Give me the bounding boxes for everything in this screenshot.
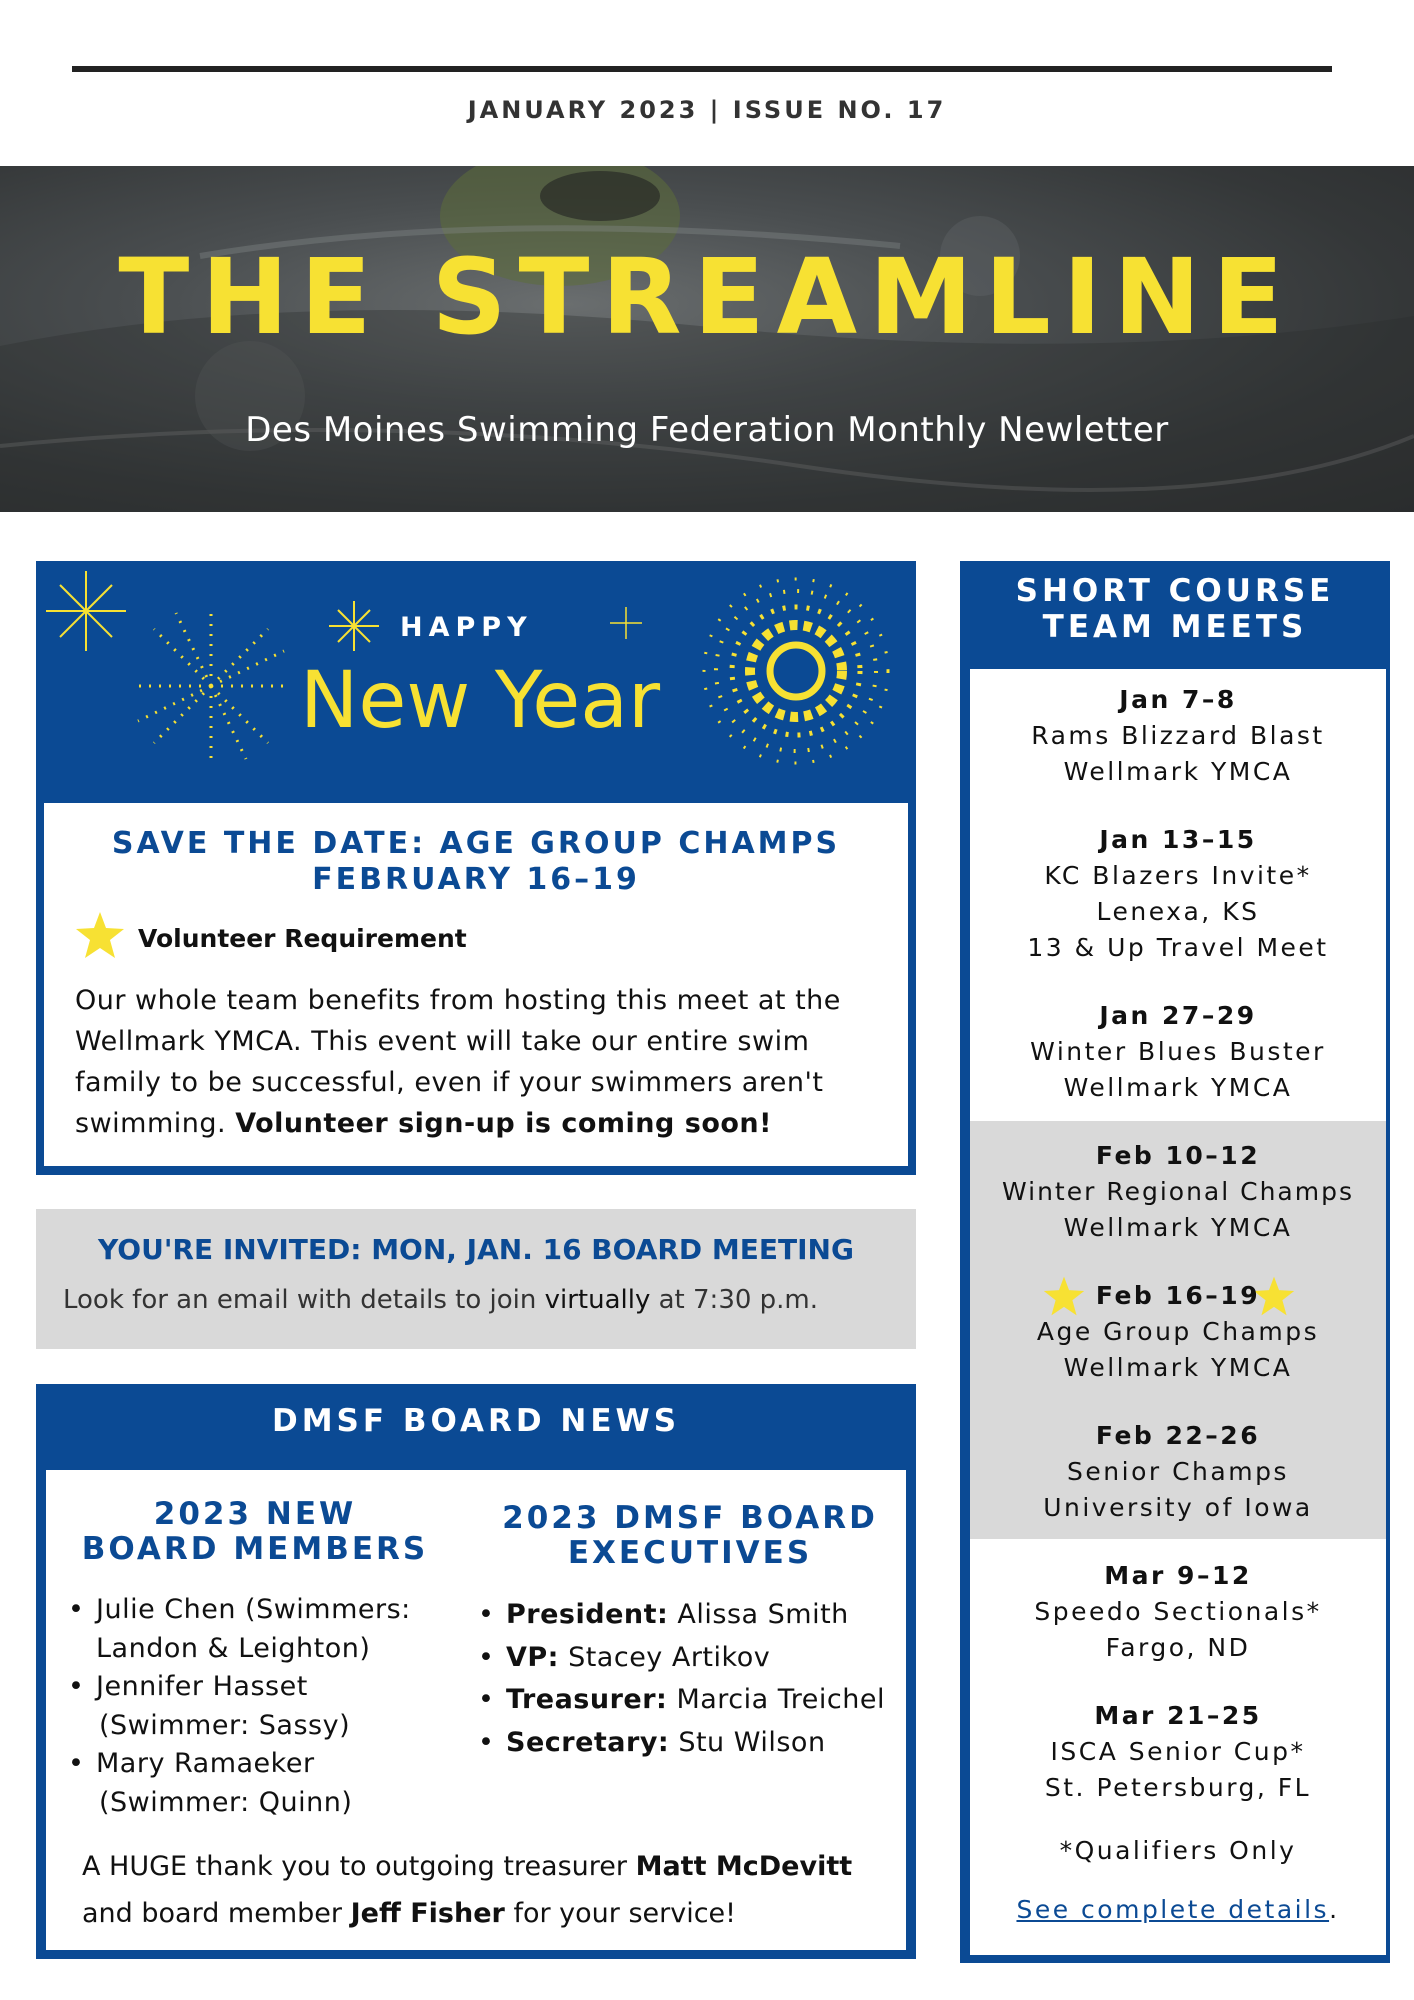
star-icon bbox=[74, 910, 126, 960]
member-swimmers: Landon & Leighton) bbox=[96, 1632, 371, 1664]
meet-location: Wellmark YMCA bbox=[1063, 1213, 1293, 1242]
new-members-list bbox=[66, 1591, 466, 1822]
exec-role: Secretary: bbox=[506, 1726, 670, 1758]
see-details-link[interactable]: See complete details bbox=[1016, 1895, 1330, 1924]
volunteer-body: Our whole team benefits from hosting this meet at the Wellmark YMCA. This event will take our entire swim family to be successful, even if your swimmers aren't swimming. bbox=[75, 985, 841, 1139]
list-item bbox=[66, 1668, 466, 1745]
list-item bbox=[66, 1591, 466, 1668]
meet-location: Wellmark YMCA bbox=[1063, 1353, 1293, 1382]
meet-item bbox=[970, 998, 1386, 1106]
invite-text-before: Look for an email with details to join bbox=[63, 1285, 537, 1315]
meet-name: Age Group Champs bbox=[1036, 1317, 1320, 1346]
meet-date: Jan 7–8 bbox=[1119, 685, 1237, 714]
meet-note: 13 & Up Travel Meet bbox=[1027, 933, 1329, 962]
meet-date: Jan 27–29 bbox=[1099, 1001, 1257, 1030]
team-meets-title bbox=[960, 573, 1390, 645]
meet-location: University of Iowa bbox=[1043, 1493, 1313, 1522]
invite-text-after: at 7:30 p.m. bbox=[658, 1285, 819, 1315]
details-period: . bbox=[1329, 1895, 1340, 1924]
meet-name: Rams Blizzard Blast bbox=[1031, 721, 1325, 750]
volunteer-signup-note: Volunteer sign-up is coming soon! bbox=[235, 1108, 772, 1139]
member-name: • Mary Ramaeker bbox=[96, 1748, 315, 1779]
board-news-title: DMSF BOARD NEWS bbox=[271, 1403, 681, 1439]
exec-name: Alissa Smith bbox=[677, 1599, 849, 1630]
meet-name: Winter Blues Buster bbox=[1030, 1037, 1326, 1066]
newsletter-subtitle: Des Moines Swimming Federation Monthly Newletter bbox=[245, 410, 1169, 450]
meet-date: Mar 9–12 bbox=[1104, 1561, 1252, 1590]
thanks-text-2: and board member bbox=[82, 1898, 342, 1929]
meet-location: Wellmark YMCA bbox=[1063, 1073, 1293, 1102]
meet-location: St. Petersburg, FL bbox=[1044, 1773, 1312, 1802]
meet-name: Winter Regional Champs bbox=[1001, 1177, 1355, 1206]
sparkle-icon bbox=[46, 571, 126, 651]
meet-date: Feb 22–26 bbox=[1095, 1421, 1261, 1450]
thank-you-note bbox=[82, 1843, 912, 1937]
exec-role: Treasurer: bbox=[506, 1684, 668, 1715]
list-item bbox=[474, 1594, 914, 1637]
issue-line: JANUARY 2023 | ISSUE NO. 17 bbox=[467, 96, 947, 124]
invite-text bbox=[63, 1285, 903, 1315]
executives-heading-line2: EXECUTIVES bbox=[567, 1535, 813, 1571]
sparkle-icon-small bbox=[329, 601, 379, 651]
firework-burst-icon bbox=[131, 606, 291, 766]
meet-name: ISCA Senior Cup* bbox=[1050, 1737, 1306, 1766]
exec-name: Stacey Artikov bbox=[568, 1641, 771, 1673]
thanks-text-1: A HUGE thank you to outgoing treasurer bbox=[82, 1851, 627, 1882]
meet-item bbox=[970, 1138, 1386, 1246]
exec-name: Stu Wilson bbox=[678, 1726, 826, 1758]
member-name: • Julie Chen (Swimmers: bbox=[96, 1594, 411, 1625]
volunteer-requirement-label: Volunteer Requirement bbox=[138, 924, 467, 953]
board-meeting-invite bbox=[36, 1209, 916, 1349]
meet-date: Feb 10–12 bbox=[1095, 1141, 1261, 1170]
meet-name: Senior Champs bbox=[1067, 1457, 1289, 1486]
member-swimmers: (Swimmer: Quinn) bbox=[99, 1786, 353, 1818]
list-item bbox=[474, 1722, 914, 1765]
radial-firework-icon bbox=[704, 579, 888, 763]
list-item bbox=[474, 1679, 914, 1722]
team-meets-title-line1: SHORT COURSE bbox=[1015, 573, 1335, 609]
newsletter-title: THE STREAMLINE bbox=[118, 236, 1296, 358]
sparkle-icon-tiny bbox=[610, 607, 642, 639]
save-the-date-title-line1: SAVE THE DATE: AGE GROUP CHAMPS bbox=[111, 826, 841, 861]
exec-role: President: bbox=[506, 1599, 669, 1630]
meet-item bbox=[970, 822, 1386, 966]
executives-heading-line1: 2023 DMSF BOARD bbox=[502, 1500, 878, 1536]
invite-text-virtually: virtually bbox=[544, 1285, 651, 1315]
meet-date: Jan 13–15 bbox=[1099, 825, 1257, 854]
thanks-text-3: for your service! bbox=[513, 1898, 736, 1929]
happy-label: HAPPY bbox=[400, 612, 533, 643]
exec-name: Marcia Treichel bbox=[676, 1684, 885, 1715]
executives-list bbox=[474, 1594, 914, 1764]
new-year-title: New Year bbox=[300, 656, 661, 746]
details-line bbox=[970, 1895, 1386, 1924]
member-swimmers: (Swimmer: Sassy) bbox=[99, 1709, 351, 1741]
meet-location: Lenexa, KS bbox=[1096, 897, 1260, 926]
meet-item bbox=[970, 682, 1386, 790]
meet-item bbox=[970, 1418, 1386, 1526]
top-rule bbox=[72, 66, 1332, 72]
new-members-heading-line2: BOARD MEMBERS bbox=[81, 1531, 429, 1567]
qualifiers-note: *Qualifiers Only bbox=[1059, 1836, 1297, 1865]
save-the-date-title bbox=[44, 826, 908, 898]
new-members-heading bbox=[70, 1497, 440, 1567]
list-item bbox=[66, 1745, 466, 1822]
meet-item bbox=[970, 1558, 1386, 1666]
meet-date: Mar 21–25 bbox=[1094, 1701, 1262, 1730]
team-meets-title-line2: TEAM MEETS bbox=[1042, 609, 1308, 645]
meet-name: KC Blazers Invite* bbox=[1044, 861, 1312, 890]
member-name: • Jennifer Hasset bbox=[96, 1671, 308, 1702]
new-members-heading-line1: 2023 NEW bbox=[153, 1496, 357, 1532]
thanks-name-1: Matt McDevitt bbox=[635, 1851, 853, 1882]
list-item bbox=[474, 1637, 914, 1680]
meet-date: Feb 16–19 bbox=[1095, 1281, 1261, 1310]
meet-item-highlighted bbox=[970, 1278, 1386, 1386]
meet-name: Speedo Sectionals* bbox=[1034, 1597, 1322, 1626]
exec-role: VP: bbox=[506, 1641, 559, 1673]
thanks-name-2: Jeff Fisher bbox=[350, 1898, 505, 1929]
meet-location: Fargo, ND bbox=[1105, 1633, 1251, 1662]
save-the-date-title-line2: FEBRUARY 16–19 bbox=[312, 862, 640, 897]
volunteer-paragraph bbox=[75, 980, 895, 1144]
executives-heading bbox=[480, 1501, 900, 1571]
meet-item bbox=[970, 1698, 1386, 1806]
invite-title: YOU'RE INVITED: MON, JAN. 16 BOARD MEETING bbox=[98, 1233, 854, 1266]
meet-location: Wellmark YMCA bbox=[1063, 757, 1293, 786]
